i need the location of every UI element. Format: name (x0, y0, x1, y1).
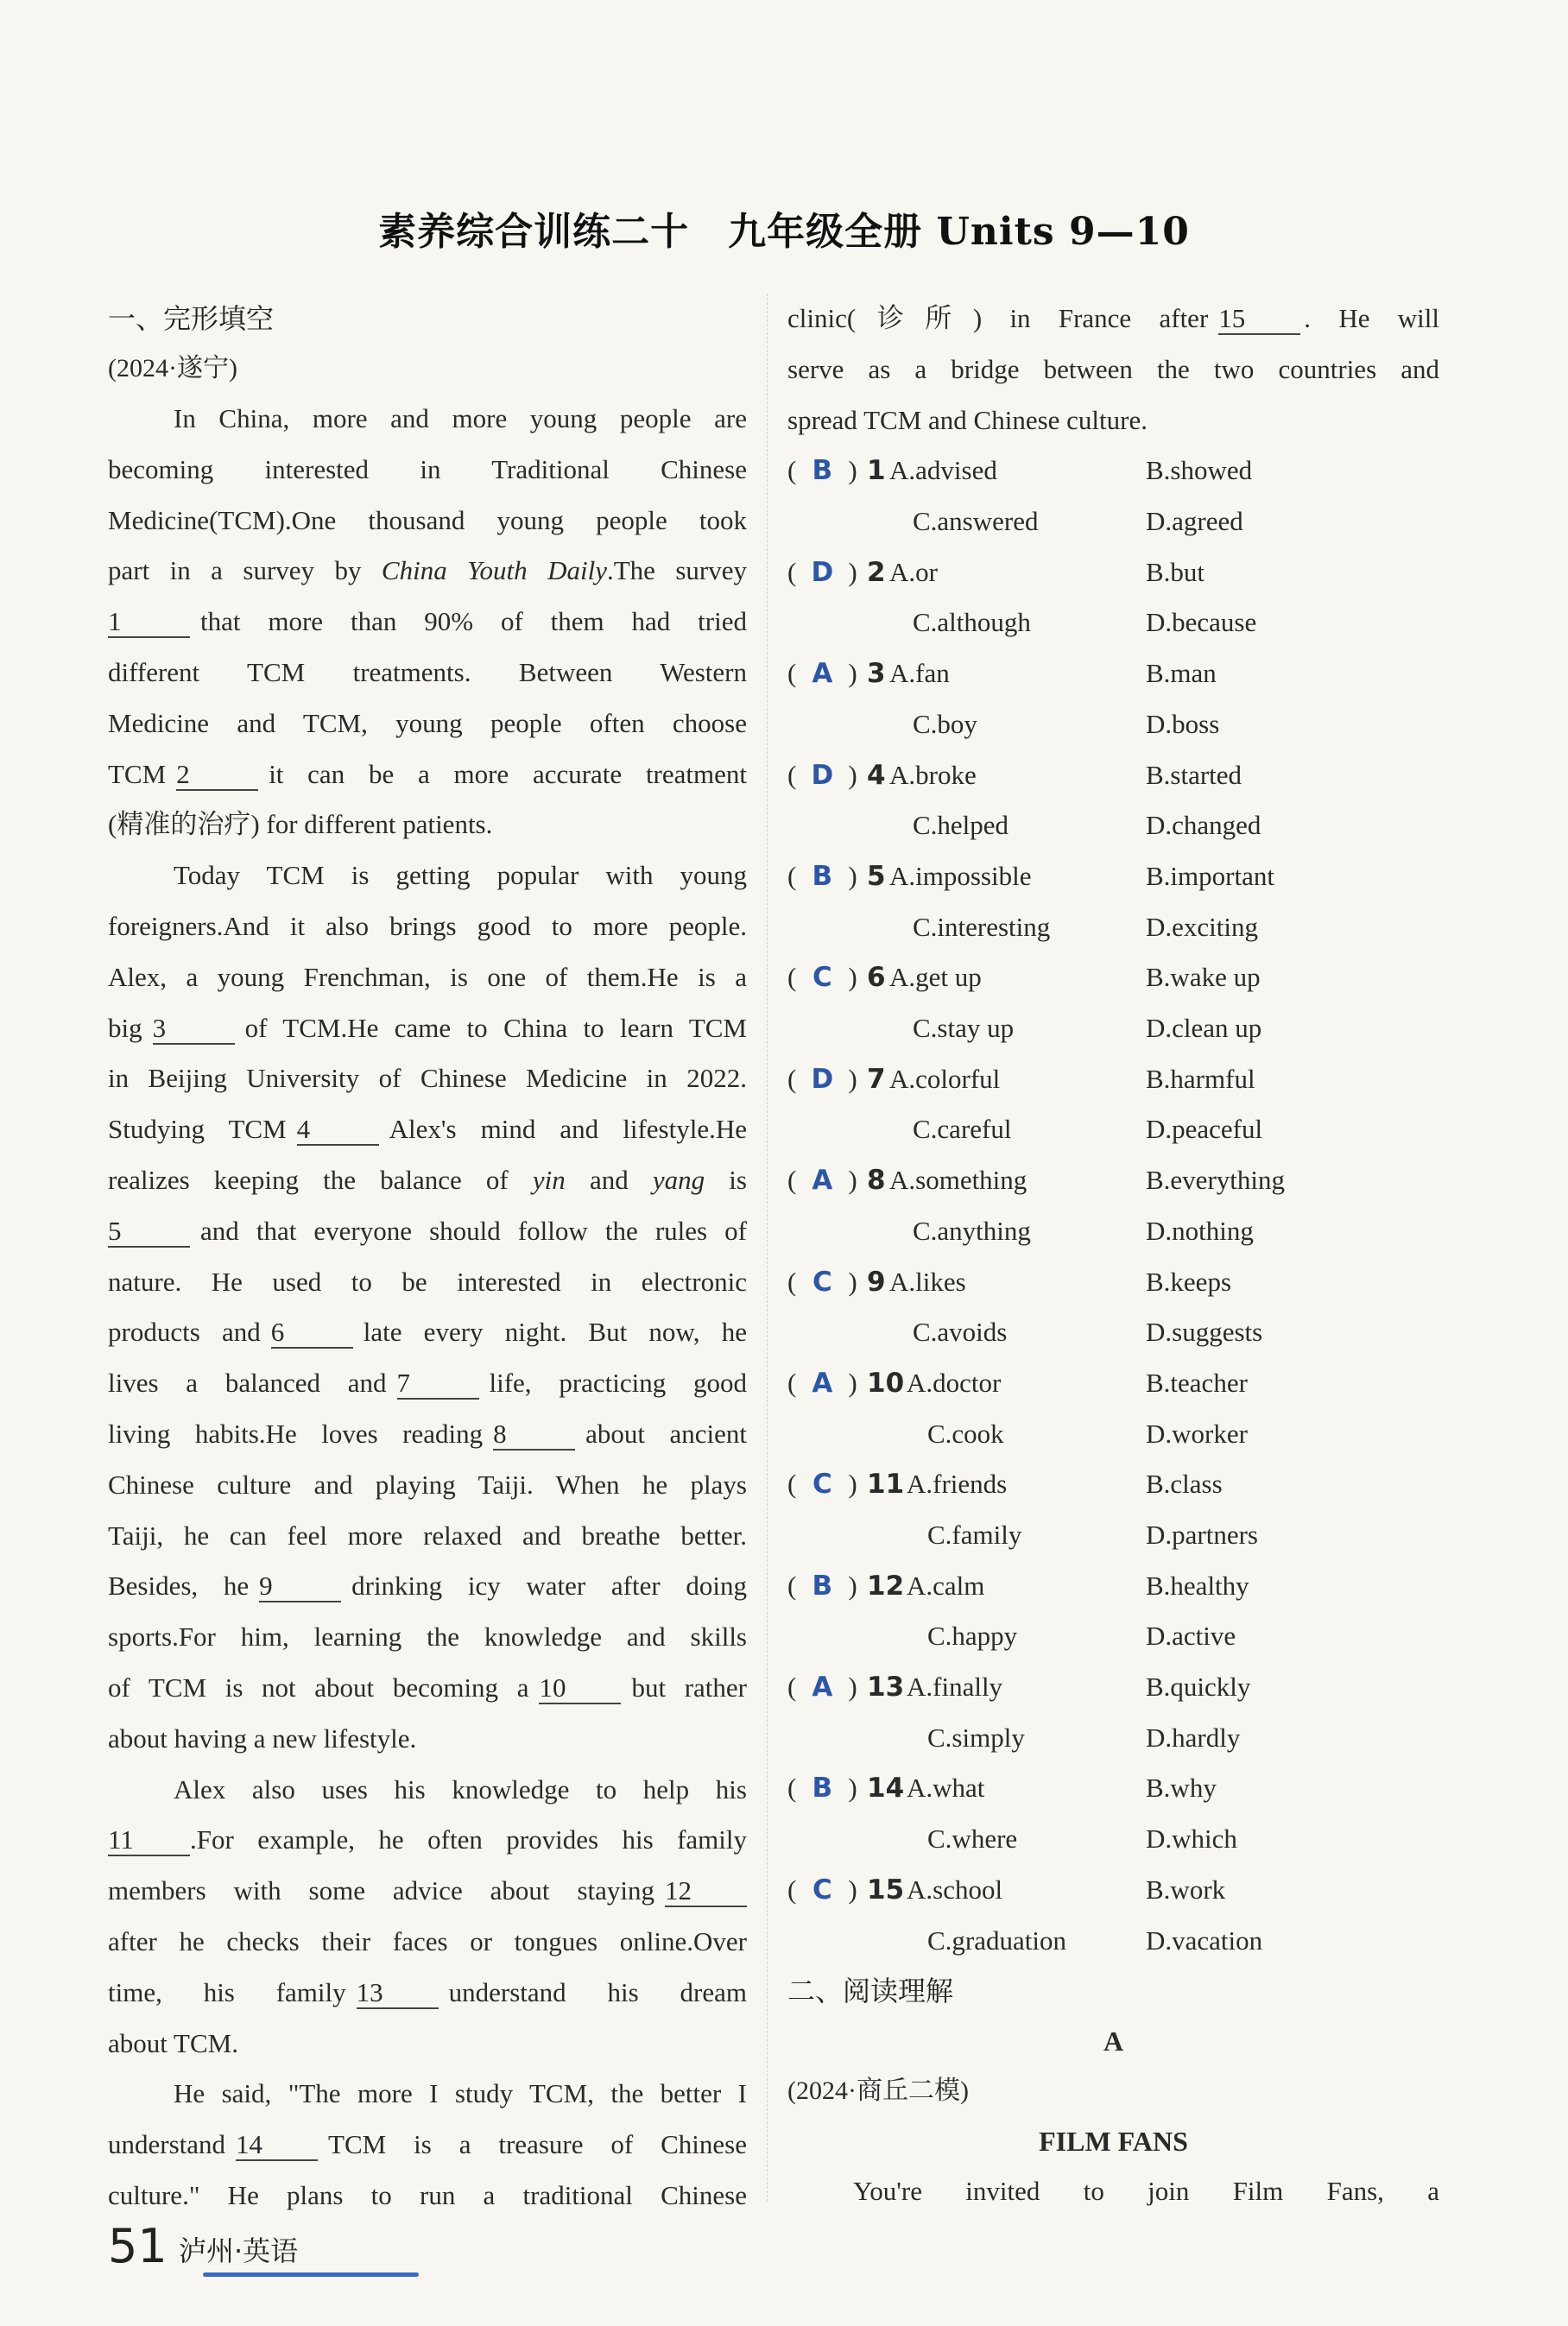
option-c[interactable]: C.graduation (927, 1925, 1066, 1956)
passage-paragraph-1 (108, 394, 747, 850)
answer-choice: B (812, 860, 833, 892)
section2-source: (2024·商丘二模) (787, 2076, 969, 2106)
passage-line: Chinese culture and playing Taiji. When he plays (108, 1469, 747, 1500)
option-b[interactable]: B.healthy (1146, 1570, 1249, 1601)
passage-line: products and 6 late every night. But now, he (108, 1317, 747, 1348)
footer-accent-line (203, 2272, 419, 2277)
answer-bracket: ( B ) (787, 1561, 889, 1612)
blank-7[interactable]: 7 (397, 1368, 479, 1400)
passage-line: different TCM treatments. Between Western (108, 656, 747, 687)
question-number: 4 (867, 759, 886, 791)
option-c[interactable]: C.stay up (913, 1013, 1015, 1044)
blank-12[interactable]: 12 (665, 1876, 747, 1907)
option-b[interactable]: B.teacher (1146, 1367, 1248, 1398)
passage-line: time, his family 13 understand his dream (108, 1976, 747, 2007)
blank-4[interactable]: 4 (297, 1115, 379, 1146)
reading-title: FILM FANS (1039, 2126, 1188, 2158)
blank-5[interactable]: 5 (108, 1217, 190, 1248)
passage-line: lives a balanced and 7 life, practicing good (108, 1368, 748, 1399)
question-item (787, 851, 1439, 952)
answer-bracket: ( A ) (787, 1155, 889, 1206)
question-number: 9 (867, 1266, 886, 1298)
blank-9[interactable]: 9 (259, 1571, 341, 1602)
option-c[interactable]: C.where (927, 1824, 1018, 1855)
option-d[interactable]: D.clean up (1146, 1013, 1262, 1044)
option-d[interactable]: D.because (1146, 607, 1257, 638)
question-number: 11 (867, 1469, 905, 1501)
option-d[interactable]: D.hardly (1146, 1722, 1241, 1753)
passage-paragraph-4 (108, 2069, 747, 2221)
question-number: 8 (867, 1165, 886, 1197)
passage-line: Besides, he 9 drinking icy water after doing (108, 1571, 747, 1602)
passage-line: Taiji, he can feel more relaxed and breathe better. (108, 1520, 747, 1551)
passage-line: serve as a bridge between the two countries and (787, 353, 1439, 384)
answer-choice: C (812, 1874, 832, 1906)
option-b[interactable]: B.harmful (1146, 1063, 1255, 1094)
question-number: 12 (867, 1570, 905, 1602)
question-number: 10 (867, 1367, 905, 1399)
option-c[interactable]: C.cook (927, 1418, 1004, 1449)
question-number: 1 (867, 455, 886, 487)
passage-line: culture." He plans to run a traditional Chinese (108, 2179, 747, 2210)
passage-line: He said, "The more I study TCM, the better I (174, 2078, 747, 2109)
answer-bracket: ( A ) (787, 648, 889, 699)
passage-line: after he checks their faces or tongues online.Over (108, 1925, 747, 1956)
blank-13[interactable]: 13 (357, 1978, 439, 2009)
option-b[interactable]: B.everything (1146, 1165, 1285, 1196)
answer-bracket: ( C ) (787, 1459, 889, 1510)
option-c[interactable]: C.avoids (913, 1317, 1008, 1348)
answer-bracket: ( C ) (787, 1257, 889, 1308)
question-item (787, 446, 1439, 547)
answer-choice: C (812, 1266, 832, 1298)
option-d[interactable]: D.nothing (1146, 1215, 1254, 1246)
section1-heading: 一、完形填空 (108, 302, 275, 335)
option-b[interactable]: B.keeps (1146, 1266, 1232, 1297)
passage-line: realizes keeping the balance of yin and yang is (108, 1164, 747, 1195)
answer-bracket: ( B ) (787, 1763, 889, 1814)
passage-line: in Beijing University of Chinese Medicine in 2022. (108, 1063, 747, 1094)
answer-bracket: ( D ) (787, 750, 889, 801)
answer-choice: B (812, 1773, 833, 1805)
option-a[interactable]: A.colorful (889, 1063, 1001, 1094)
question-list (787, 446, 1439, 1966)
reading-intro: You're invited to join Film Fans, a (853, 2176, 1439, 2207)
option-d[interactable]: D.which (1146, 1824, 1237, 1855)
option-c[interactable]: C.family (927, 1519, 1022, 1550)
passage-line: sports.For him, learning the knowledge and skills (108, 1621, 747, 1653)
passage-line: understand 14 TCM is a treasure of Chinese (108, 2129, 747, 2160)
question-item (787, 1358, 1439, 1459)
passage-line: clinic(诊所) in France after 15 . He will (787, 303, 1439, 333)
option-c[interactable]: C.although (913, 607, 1031, 638)
passage-line: of TCM is not about becoming a 10 but rather (108, 1672, 748, 1703)
question-item (787, 1662, 1439, 1763)
option-c[interactable]: C.careful (913, 1114, 1012, 1145)
question-item (787, 1865, 1439, 1966)
passage-line: living habits.He loves reading 8 about ancient (108, 1418, 747, 1449)
passage-line: 11 .For example, he often provides his family (108, 1824, 747, 1855)
answer-choice: A (812, 1165, 833, 1197)
answer-bracket: ( A ) (787, 1358, 889, 1409)
option-d[interactable]: D.suggests (1146, 1317, 1263, 1348)
passage-line: Medicine and TCM, young people often choose (108, 707, 747, 738)
blank-6[interactable]: 6 (271, 1318, 353, 1349)
option-a[interactable]: A.calm (907, 1570, 985, 1601)
answer-choice: C (812, 962, 832, 994)
question-number: 3 (867, 658, 886, 690)
option-a[interactable]: A.friends (907, 1469, 1008, 1500)
option-c[interactable]: C.boy (913, 708, 977, 739)
option-d[interactable]: D.worker (1146, 1418, 1248, 1449)
option-a[interactable]: A.school (907, 1874, 1003, 1905)
question-number: 15 (867, 1874, 905, 1906)
option-d[interactable]: D.boss (1146, 708, 1220, 739)
blank-3[interactable]: 3 (153, 1014, 235, 1045)
passage-line: about TCM. (108, 2027, 238, 2058)
passage-line: becoming interested in Traditional Chinese (108, 453, 747, 484)
answer-choice: C (812, 1469, 832, 1501)
section2-heading: 二、阅读理解 (787, 1975, 954, 2008)
question-number: 2 (867, 556, 886, 588)
option-b[interactable]: B.class (1146, 1469, 1223, 1500)
blank-10[interactable]: 10 (539, 1673, 621, 1704)
answer-bracket: ( A ) (787, 1662, 889, 1713)
left-column (108, 294, 747, 2222)
option-a[interactable]: A.broke (889, 759, 977, 790)
question-item (787, 952, 1439, 1053)
passage-line: members with some advice about staying 12 (108, 1866, 747, 1917)
option-a[interactable]: A.or (889, 556, 938, 587)
blank-15[interactable]: 15 (1218, 304, 1300, 335)
passage-paragraph-2 (108, 850, 747, 1764)
passage-continuation (787, 294, 1439, 446)
answer-choice: D (811, 556, 834, 588)
question-item (787, 1459, 1439, 1560)
option-a[interactable]: A.what (907, 1773, 985, 1804)
option-a[interactable]: A.finally (907, 1672, 1003, 1703)
answer-choice: D (811, 1063, 834, 1095)
question-item (787, 547, 1439, 648)
passage-line: Alex, a young Frenchman, is one of them.He is a (108, 961, 747, 992)
column-divider (767, 294, 768, 2202)
option-b[interactable]: B.wake up (1146, 962, 1261, 993)
option-a[interactable]: A.something (889, 1165, 1027, 1196)
passage-line: Today TCM is getting popular with young (174, 860, 747, 891)
option-b[interactable]: B.but (1146, 556, 1205, 587)
option-b[interactable]: B.why (1146, 1773, 1217, 1804)
option-b[interactable]: B.important (1146, 860, 1274, 891)
option-d[interactable]: D.agreed (1146, 506, 1243, 537)
option-a[interactable]: A.advised (889, 455, 997, 486)
option-c[interactable]: C.helped (913, 810, 1009, 841)
passage-line: In China, more and more young people are (174, 403, 747, 433)
option-a[interactable]: A.likes (889, 1266, 966, 1297)
question-item (787, 750, 1439, 851)
question-item (787, 1763, 1439, 1864)
answer-choice: B (812, 455, 833, 487)
question-item (787, 1054, 1439, 1155)
option-b[interactable]: B.work (1146, 1874, 1226, 1905)
question-item (787, 1561, 1439, 1662)
page-number: 51 (108, 2219, 168, 2273)
blank-14[interactable]: 14 (236, 2130, 318, 2161)
answer-choice: A (812, 658, 833, 690)
option-d[interactable]: D.partners (1146, 1519, 1258, 1550)
passage-line: foreigners.And it also brings good to more people. (108, 910, 747, 941)
option-d[interactable]: D.vacation (1146, 1925, 1263, 1956)
passage-line: 1 that more than 90% of them had tried (108, 606, 747, 637)
answer-choice: A (812, 1367, 833, 1399)
option-d[interactable]: D.changed (1146, 810, 1261, 841)
answer-choice: B (812, 1570, 833, 1602)
question-number: 5 (867, 860, 886, 892)
passage-line: part in a survey by China Youth Daily.The survey (108, 555, 748, 586)
option-c[interactable]: C.answered (913, 506, 1039, 537)
option-c[interactable]: C.anything (913, 1215, 1031, 1246)
option-d[interactable]: D.peaceful (1146, 1114, 1263, 1145)
option-c[interactable]: C.simply (927, 1722, 1025, 1753)
option-a[interactable]: A.impossible (889, 860, 1032, 891)
answer-choice: A (812, 1672, 833, 1703)
option-d[interactable]: D.exciting (1146, 911, 1258, 942)
answer-bracket: ( C ) (787, 952, 889, 1003)
option-c[interactable]: C.happy (927, 1621, 1018, 1652)
answer-bracket: ( B ) (787, 851, 889, 902)
question-item (787, 1155, 1439, 1256)
answer-bracket: ( D ) (787, 547, 889, 598)
option-d[interactable]: D.active (1146, 1621, 1236, 1652)
passage-line: big 3 of TCM.He came to China to learn TCM (108, 1012, 747, 1043)
answer-bracket: ( D ) (787, 1054, 889, 1105)
passage-line: TCM 2 it can be a more accurate treatment (108, 758, 747, 789)
question-number: 7 (867, 1063, 886, 1095)
answer-choice: D (811, 759, 834, 791)
question-item (787, 648, 1439, 749)
question-number: 14 (867, 1773, 905, 1805)
right-column (787, 294, 1439, 2217)
passage-line: about having a new lifestyle. (108, 1722, 417, 1754)
blank-11[interactable]: 11 (108, 1825, 190, 1856)
footer-label: 泸州·英语 (179, 2234, 299, 2267)
option-b[interactable]: B.showed (1146, 455, 1253, 486)
passage-line: Studying TCM 4 Alex's mind and lifestyle.He (108, 1114, 747, 1145)
section1-source: (2024·遂宁) (108, 354, 237, 382)
blank-1[interactable]: 1 (108, 607, 190, 638)
passage-line: nature. He used to be interested in electronic (108, 1266, 747, 1297)
passage-line: (精准的治疗) for different patients. (108, 809, 493, 840)
option-b[interactable]: B.man (1146, 658, 1217, 689)
option-a[interactable]: A.fan (889, 658, 950, 689)
passage-line: 5 and that everyone should follow the rules of (108, 1215, 747, 1246)
reading-part-label: A (1103, 2026, 1124, 2057)
question-number: 13 (867, 1672, 905, 1703)
passage-line: spread TCM and Chinese culture. (787, 404, 1148, 435)
option-b[interactable]: B.started (1146, 759, 1242, 790)
question-number: 6 (867, 962, 886, 994)
option-a[interactable]: A.get up (889, 962, 982, 993)
answer-bracket: ( B ) (787, 446, 889, 496)
passage-line: Alex also uses his knowledge to help his (174, 1773, 747, 1805)
option-b[interactable]: B.quickly (1146, 1672, 1251, 1703)
blank-2[interactable]: 2 (176, 760, 258, 791)
passage-paragraph-3 (108, 1765, 747, 2070)
option-c[interactable]: C.interesting (913, 911, 1051, 942)
option-a[interactable]: A.doctor (907, 1367, 1002, 1398)
page-title: 素养综合训练二十 九年级全册 Units 9—10 (378, 210, 1190, 254)
passage-line: Medicine(TCM).One thousand young people took (108, 504, 747, 535)
answer-bracket: ( C ) (787, 1865, 889, 1916)
blank-8[interactable]: 8 (493, 1419, 575, 1451)
question-item (787, 1257, 1439, 1358)
